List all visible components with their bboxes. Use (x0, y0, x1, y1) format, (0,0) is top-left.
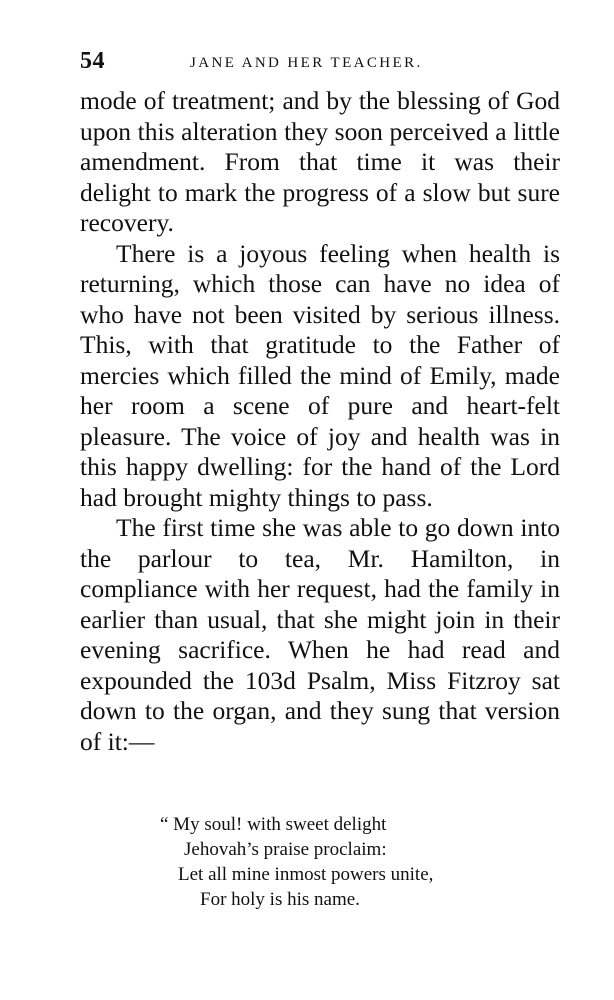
verse-line: For holy is his name. (200, 889, 360, 910)
paragraph-first-time: The first time she was able to go down into the parlour to tea, Mr. Hamilton, in compliance with her request, had the family in earlier than usual, that she might join in their evening sacrifice. When he had read and expounded the 103d Psalm, Miss Fitzroy sat down to the organ, and they sung that version of it:— (80, 513, 560, 756)
verse-line: “ My soul! with sweet delight (160, 814, 387, 835)
verse-line: Jehovah’s praise proclaim: (184, 839, 387, 860)
page-number: 54 (80, 48, 105, 74)
verse-line: Let all mine inmost powers unite, (178, 864, 434, 885)
running-head (80, 48, 560, 78)
paragraph-joyous-feeling: There is a joyous feeling when health is returning, which those can have no idea of who have not been visited by serious illness. This, with that gratitude to the Father of mercies which filled the mind of Emily, made her room a scene of pure and heart-felt pleasure. The voice of joy and health was in this happy dwelling: for the hand of the Lord had brought mighty things to pass. (80, 238, 560, 512)
running-title: JANE AND HER TEACHER. (190, 55, 423, 71)
body-text (80, 86, 560, 757)
verse-quotation (160, 812, 520, 912)
paragraph-continued: mode of treatment; and by the blessing of God upon this alteration they soon perceived a little amendment. From that time it was their delight to mark the progress of a slow but sure recovery. (80, 86, 560, 237)
